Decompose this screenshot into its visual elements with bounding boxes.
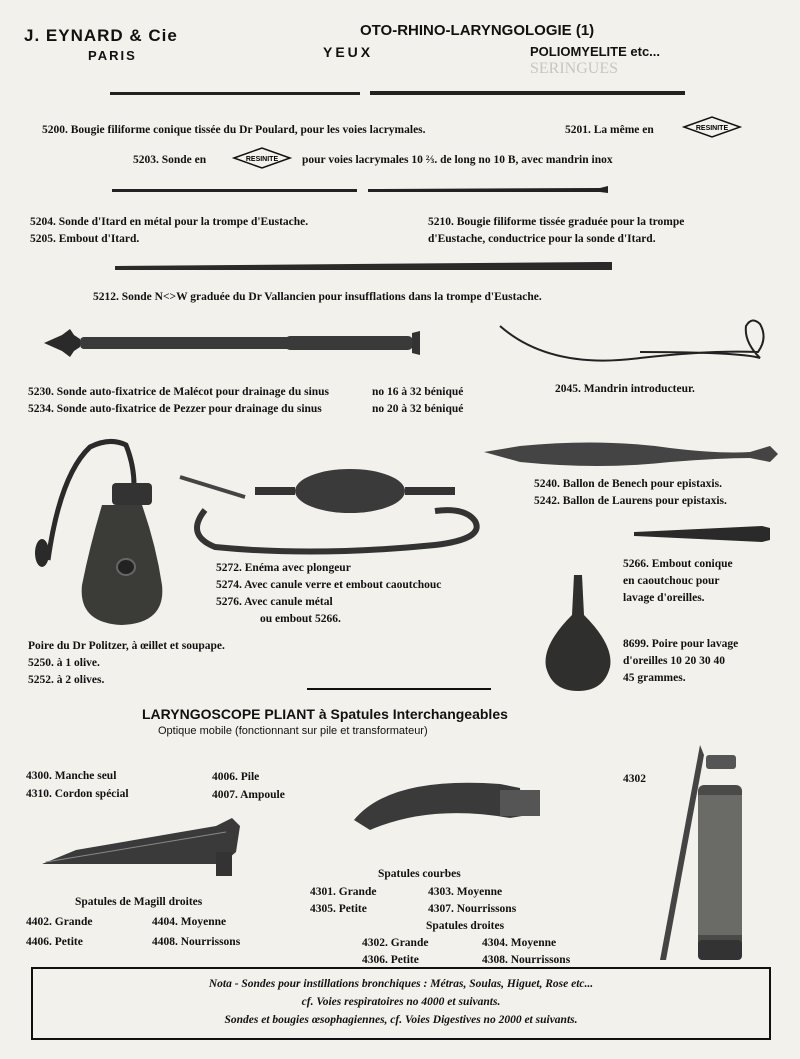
item-5210: 5210. Bougie filiforme tissée graduée pour la trompe — [428, 216, 685, 228]
benech-ballon-illustration — [480, 436, 780, 472]
nota-line-1: Nota - Sondes pour instillations bronchiques : Métras, Soulas, Higuet, Rose etc... — [208, 978, 594, 990]
item-4306: 4306. Petite — [362, 954, 419, 966]
item-5200: 5200. Bougie filiforme conique tissée du Dr Poulard, pour les voies lacrymales. — [42, 124, 426, 136]
item-5276-cont: ou embout 5266. — [260, 613, 341, 625]
item-2045: 2045. Mandrin introducteur. — [555, 383, 695, 395]
item-5266-cont1: en caoutchouc pour — [623, 575, 720, 587]
item-4302-label: 4302 — [623, 773, 646, 785]
item-4408: 4408. Nourrissons — [152, 936, 241, 948]
item-5203: 5203. Sonde en — [133, 154, 207, 166]
nota-line-3: Sondes et bougies œsophagiennes, cf. Voies Digestives no 2000 et suivants. — [224, 1014, 578, 1026]
item-4305: 4305. Petite — [310, 903, 367, 915]
item-4303: 4303. Moyenne — [428, 886, 503, 898]
item-5234-sizes: no 20 à 32 béniqué — [372, 403, 464, 415]
svg-text:RESINITE: RESINITE — [245, 156, 279, 163]
embout-conique-illustration — [632, 522, 772, 546]
resinite-logo — [234, 147, 290, 169]
page-title: OTO-RHINO-LARYNGOLOGIE (1) — [360, 22, 595, 39]
page-subtitle-left: YEUX — [323, 44, 374, 60]
ear-syringe-bulb-illustration — [538, 575, 618, 695]
item-4404: 4404. Moyenne — [152, 916, 227, 928]
laryngoscope-title: LARYNGOSCOPE PLIANT à Spatules Interchangeables — [142, 706, 508, 722]
item-4406: 4406. Petite — [26, 936, 83, 948]
curved-blade-illustration — [350, 770, 550, 840]
item-5203-description: pour voies lacrymales 10 ⅔. de long no 10 B, avec mandrin inox — [302, 154, 613, 166]
item-5266-cont2: lavage d'oreilles. — [623, 592, 705, 604]
mandrin-illustration — [490, 308, 780, 378]
company-city: PARIS — [88, 48, 137, 63]
page-subtitle-right: POLIOMYELITE etc... — [530, 44, 661, 59]
item-5230-sizes: no 16 à 32 béniqué — [372, 386, 464, 398]
svg-text:RESINITE: RESINITE — [695, 125, 729, 132]
sonde-malecot-illustration — [40, 325, 420, 361]
resinite-logo — [684, 116, 740, 138]
laryngoscope-handle-illustration — [650, 735, 760, 970]
laryngoscope-subtitle: Optique mobile (fonctionnant sur pile et transformateur) — [158, 725, 428, 737]
item-5240: 5240. Ballon de Benech pour epistaxis. — [534, 478, 722, 490]
item-5252: 5252. à 2 olives. — [28, 674, 105, 686]
item-5210-cont: d'Eustache, conductrice pour la sonde d'Itard. — [428, 233, 656, 245]
item-5230: 5230. Sonde auto-fixatrice de Malécot pour drainage du sinus — [28, 386, 330, 398]
item-5250: 5250. à 1 olive. — [28, 657, 100, 669]
item-5234: 5234. Sonde auto-fixatrice de Pezzer pour drainage du sinus — [28, 403, 322, 415]
item-4301: 4301. Grande — [310, 886, 377, 898]
item-5274: 5274. Avec canule verre et embout caoutchouc — [216, 579, 442, 591]
item-4302: 4302. Grande — [362, 937, 429, 949]
magill-heading: Spatules de Magill droites — [75, 896, 203, 908]
enema-illustration — [175, 465, 495, 565]
item-5242: 5242. Ballon de Laurens pour epistaxis. — [534, 495, 727, 507]
show-through-text: SERINGUES — [530, 60, 619, 77]
item-4007: 4007. Ampoule — [212, 789, 285, 801]
nota-box — [31, 967, 771, 1040]
item-5201: 5201. La même en — [565, 124, 654, 136]
nota-line-2: cf. Voies respiratoires no 4000 et suivants. — [301, 996, 501, 1008]
politzer-caption: Poire du Dr Politzer, à œillet et soupape. — [28, 640, 225, 652]
item-5212: 5212. Sonde N<>W graduée du Dr Vallancien pour insufflations dans la trompe d'Eustache. — [93, 291, 542, 303]
item-8699: 8699. Poire pour lavage — [623, 638, 739, 650]
item-4308: 4308. Nourrissons — [482, 954, 571, 966]
section-divider — [307, 688, 491, 690]
item-4006: 4006. Pile — [212, 771, 260, 783]
item-5276: 5276. Avec canule métal — [216, 596, 333, 608]
item-5272: 5272. Enéma avec plongeur — [216, 562, 351, 574]
magill-blade-illustration — [36, 812, 246, 882]
item-4304: 4304. Moyenne — [482, 937, 557, 949]
item-4307: 4307. Nourrissons — [428, 903, 517, 915]
company-name: J. EYNARD & Cie — [24, 26, 178, 45]
item-5204: 5204. Sonde d'Itard en métal pour la trompe d'Eustache. — [30, 216, 309, 228]
courbes-heading: Spatules courbes — [378, 868, 461, 880]
item-8699-cont2: 45 grammes. — [623, 672, 686, 684]
item-4310: 4310. Cordon spécial — [26, 788, 129, 800]
item-4300: 4300. Manche seul — [26, 770, 117, 782]
item-5266: 5266. Embout conique — [623, 558, 733, 570]
politzer-bulb-illustration — [30, 435, 180, 630]
item-8699-cont1: d'oreilles 10 20 30 40 — [623, 655, 726, 667]
item-5205: 5205. Embout d'Itard. — [30, 233, 140, 245]
item-4402: 4402. Grande — [26, 916, 93, 928]
droites-heading: Spatules droites — [426, 920, 505, 932]
